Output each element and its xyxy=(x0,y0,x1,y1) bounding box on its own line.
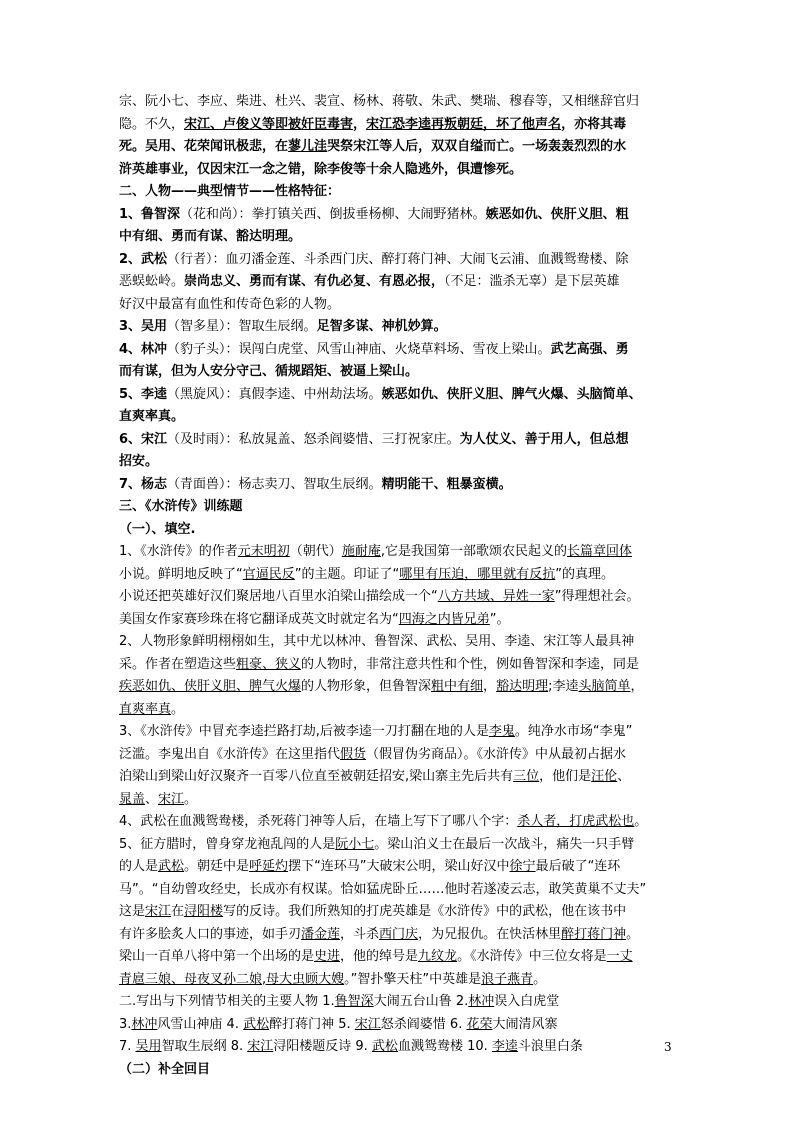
underlined-answer: 阮小七 xyxy=(335,836,375,852)
text-run: 二、人物——典型情节——性格特征： xyxy=(119,184,341,199)
text-line xyxy=(119,811,679,834)
text-run: （假冒伪劣商品）。《水浒传》中从最初占据水 xyxy=(366,746,627,762)
text-line xyxy=(119,699,679,722)
text-run: （豹子头）：误闯白虎堂、风雪山神庙、火烧草料场、雪夜上梁山。 xyxy=(167,341,551,357)
text-run: 的人是 xyxy=(119,859,159,874)
text-run: 写的反诗。我们所熟知的打虎英雄是《水浒传》中的武松，他在该书中 xyxy=(223,904,627,919)
underlined-answer: 林冲 xyxy=(468,994,495,1009)
text-line xyxy=(119,474,679,497)
text-line xyxy=(119,136,679,159)
text-run: （及时雨）：私放晁盖、怒杀阎婆惜、三打祝家庄。 xyxy=(167,431,460,447)
text-run: 三、《水浒传》训练题 xyxy=(119,499,243,514)
text-run: 嫉恶如仇、侠肝义胆、脾气火爆、头脑简单、 xyxy=(381,386,642,402)
text-run: 2、武松 xyxy=(119,251,168,267)
text-run: ，亦将其毒 xyxy=(561,116,627,132)
text-line xyxy=(119,586,679,609)
text-line xyxy=(119,834,679,857)
underlined-answer: 疾恶如仇、侠肝义胆、脾气火爆 xyxy=(119,679,302,694)
text-run: 有许多脍炙人口的事迹，如手刃 xyxy=(119,926,302,942)
underlined-answer: 官逼民反 xyxy=(242,566,295,582)
text-run: 梁山一百单八将中第一个出场的是 xyxy=(119,949,315,964)
text-run: 。 xyxy=(533,971,547,987)
text-run: 。 xyxy=(634,814,648,829)
underlined-answer: 汪伦 xyxy=(591,769,618,784)
text-run: 血溅鸳鸯楼 10. xyxy=(397,1039,492,1054)
text-run: 隐。不久， xyxy=(119,116,185,132)
text-run: 直爽率真。 xyxy=(119,409,185,424)
text-run: 为人仗义、善于用人，但总想 xyxy=(459,431,629,447)
text-run: 。梁山泊义士在最后一次战斗，痛失一只手臂 xyxy=(374,836,635,852)
underlined-answer: 史进 xyxy=(314,949,341,964)
text-line xyxy=(119,676,679,699)
text-run: 美国女作家赛珍珠在将它翻译成英文时就定名为“ xyxy=(119,611,399,627)
text-line xyxy=(119,339,679,362)
underlined-answer: 晁盖 xyxy=(119,791,146,807)
text-run: ;李逵 xyxy=(548,679,579,694)
underlined-answer: 林冲 xyxy=(131,1016,158,1032)
text-run: 泊梁山到梁山好汉聚齐一百零八位直至被朝廷招安,梁山寨主先后共有 xyxy=(119,769,514,784)
text-run: 2、人物形象鲜明栩栩如生，其中尤以林冲、鲁智深、武松、吴用、李逵、宋江等人最具神 xyxy=(119,634,635,649)
text-run: 好汉中最富有血性和传奇色彩的人物。 xyxy=(119,296,341,312)
underlined-answer: 鲁智深 xyxy=(334,994,374,1009)
text-run: 中有细、勇而有谋、豁达明理。 xyxy=(119,229,302,244)
underlined-answer: 宋江 xyxy=(354,1016,381,1032)
text-run: 1、鲁智深 xyxy=(119,206,181,222)
text-line xyxy=(119,991,679,1014)
page-body-text xyxy=(119,91,679,1081)
text-line xyxy=(119,969,679,992)
text-line xyxy=(119,564,679,587)
underlined-answer: 浪子燕青 xyxy=(481,971,534,987)
underlined-answer: 粗中有细 xyxy=(431,679,484,694)
text-line xyxy=(119,204,679,227)
text-line xyxy=(119,226,679,249)
text-run: 泛滥。李鬼出自《水浒传》在这里指代 xyxy=(119,746,341,762)
text-run: 小说。鲜明地反映了“ xyxy=(119,566,243,582)
underlined-answer: 八方共域、异姓一家 xyxy=(437,589,555,604)
text-run: （行者）：血刃潘金莲、斗杀西门庆、醉打蒋门神、大闹飞云浦、血溅鸳鸯楼、除 xyxy=(167,251,629,267)
text-run: 3、《水浒传》中冒充李逵拦路打劫,后被李逵一刀打翻在地的人是 xyxy=(119,724,489,739)
text-run: 。 xyxy=(184,791,198,807)
text-run: 摆下“连环马”大破宋公明，梁山好汉中 xyxy=(288,859,510,874)
text-run: （不足：滥杀无辜）是下层英雄 xyxy=(444,274,620,289)
text-line xyxy=(119,406,679,429)
text-run: 恶蜈蚣岭。 xyxy=(119,274,185,289)
underlined-answer: 徐宁 xyxy=(509,859,536,874)
text-run: 的人物时，非常注意共性和个性，例如鲁智深和李逵，同是 xyxy=(301,656,640,672)
text-run: 、 xyxy=(617,769,631,784)
page-number: 3 xyxy=(664,1040,672,1054)
underlined-answer: 宋江 xyxy=(158,791,185,807)
text-line xyxy=(119,631,679,654)
text-run: 5、征方腊时，曾身穿龙袍乱闯的人是 xyxy=(119,836,336,852)
text-run: 。纯净水市场“李鬼” xyxy=(514,724,633,739)
text-run: 最后破了“连环 xyxy=(535,859,621,874)
underlined-answer: 蓼儿洼 xyxy=(288,139,328,154)
underlined-answer: 浔阳楼 xyxy=(184,904,224,919)
underlined-answer: 西门庆 xyxy=(379,926,419,942)
text-run: 、 xyxy=(145,791,159,807)
text-line xyxy=(119,384,679,407)
text-run: （黑旋风）：真假李逵、中州劫法场。 xyxy=(167,386,382,402)
text-run: 嫉恶如仇、侠肝义胆、粗 xyxy=(485,206,629,222)
text-run: （二）补全回目 xyxy=(119,1061,211,1077)
underlined-answer: 吴用 xyxy=(135,1039,162,1054)
underlined-answer: 九纹龙 xyxy=(418,949,458,964)
text-line xyxy=(119,91,679,114)
text-run: ”。 xyxy=(489,611,510,627)
text-line xyxy=(119,541,679,564)
text-run: 1、《水浒传》的作者 xyxy=(119,544,238,559)
text-line xyxy=(119,901,679,924)
text-line xyxy=(119,1036,679,1059)
text-line xyxy=(119,271,679,294)
text-run: 足智多谋、神机妙算。 xyxy=(316,319,447,334)
underlined-answer: 豁达明理 xyxy=(496,679,549,694)
text-run: 大闹清风寨 xyxy=(492,1016,558,1032)
underlined-answer: 宋江 xyxy=(145,904,172,919)
text-run: 6、宋江 xyxy=(119,431,168,447)
text-run: 浔阳楼题反诗 9. xyxy=(273,1039,372,1054)
text-run: 的人物形象，但鲁智深 xyxy=(301,679,432,694)
text-run: ，他们是 xyxy=(539,769,592,784)
text-run: （青面兽）：杨志卖刀、智取生辰纲。 xyxy=(167,476,382,492)
underlined-answer: 长篇章回体 xyxy=(566,544,632,559)
text-line xyxy=(119,1059,679,1082)
text-run: 招安。 xyxy=(119,454,159,469)
text-line xyxy=(119,159,679,182)
text-run: 风雪山神庙 4. xyxy=(157,1016,244,1032)
text-run: 死 xyxy=(119,139,133,154)
text-line xyxy=(119,519,679,542)
text-run: 。 xyxy=(171,701,185,717)
text-run: 。”智扑擎天柱”中英雄是 xyxy=(344,971,482,987)
underlined-answer: 潘金莲 xyxy=(301,926,341,942)
underlined-answer: 武松 xyxy=(243,1016,270,1032)
underlined-answer: 粗豪、狭义 xyxy=(236,656,302,672)
underlined-answer: 武松 xyxy=(371,1039,398,1054)
underlined-answer: 四海之内皆兄弟 xyxy=(398,611,490,627)
text-line xyxy=(119,114,679,137)
underlined-answer: 青扈三娘、母夜叉孙二娘,母大虫顾大嫂 xyxy=(119,971,345,987)
text-run: 。 xyxy=(626,926,640,942)
text-run: 智取生辰纲 8. xyxy=(161,1039,248,1054)
underlined-answer: 醉打蒋门神 xyxy=(561,926,627,942)
text-line xyxy=(119,1014,679,1037)
text-run: 7、杨志 xyxy=(119,476,168,492)
text-run: 大闹五台山鲁 2. xyxy=(373,994,469,1009)
underlined-answer: 宋江 xyxy=(247,1039,274,1054)
underlined-answer: 呼延灼 xyxy=(249,859,289,874)
text-line xyxy=(119,766,679,789)
underlined-answer: 宋江恐李逵再叛朝廷，坏了他声名 xyxy=(366,116,562,132)
text-line xyxy=(119,361,679,384)
text-line xyxy=(119,946,679,969)
underlined-answer: 花荣 xyxy=(466,1016,493,1032)
text-run: 。 xyxy=(132,139,146,154)
text-line xyxy=(119,879,679,902)
underlined-answer: 三位 xyxy=(513,769,540,784)
text-run: 。朝廷中是 xyxy=(184,859,250,874)
underlined-answer: 头脑简单 xyxy=(578,679,631,694)
text-line xyxy=(119,496,679,519)
text-run: 4、武松在血溅鸳鸯楼，杀死蒋门神等人后，在墙上写下了哪八个字： xyxy=(119,814,518,829)
underlined-answer: 一丈 xyxy=(606,949,633,964)
text-run: 怒杀阎婆惜 6. xyxy=(380,1016,467,1032)
underlined-answer: 哪里有压迫，哪里就有反抗 xyxy=(399,566,556,582)
text-run: 斗浪里白条 xyxy=(517,1039,583,1054)
text-run: 宗、阮小七、李应、柴进、杜兴、裴宣、杨林、蒋敬、朱武、樊瑞、穆春等，又相继辞官归 xyxy=(119,94,640,109)
text-line xyxy=(119,249,679,272)
underlined-answer: 杀人者，打虎武松也 xyxy=(517,814,635,829)
text-run: 哭祭宋江等人后，双双自缢而亡。一场轰轰烈烈的水 xyxy=(327,139,627,154)
text-line xyxy=(119,924,679,947)
text-line xyxy=(119,294,679,317)
text-run: 二.写出与下列情节相关的主要人物 1. xyxy=(119,994,335,1009)
text-run: 浒英雄事业，仅因宋江一念之错，除李俊等十余人隐逃外，俱遭惨死。 xyxy=(119,161,523,177)
text-run: （花和尚）：拳打镇关西、倒拔垂杨柳、大闹野猪林。 xyxy=(180,206,486,222)
text-line xyxy=(119,181,679,204)
text-run: 而有谋，但为人安分守己、循规蹈矩、被逼上梁山。 xyxy=(119,364,419,379)
text-line xyxy=(119,856,679,879)
underlined-answer: 施耐庵 xyxy=(341,544,381,559)
underlined-answer: 武松 xyxy=(158,859,185,874)
text-run: ，斗杀 xyxy=(340,926,380,942)
text-run: 3. xyxy=(119,1016,132,1032)
underlined-answer: 李逵 xyxy=(491,1039,518,1054)
text-line xyxy=(119,609,679,632)
text-run: ”的真理。 xyxy=(555,566,615,582)
underlined-answer: 直爽率真 xyxy=(119,701,172,717)
underlined-answer: 假货 xyxy=(340,746,367,762)
text-run: ， xyxy=(483,679,497,694)
text-run: 马”。“自幼曾攻经史，长成亦有权谋。恰如猛虎卧丘……他时若遂凌云志，敢笑黄巢不丈夫” xyxy=(119,881,647,897)
text-run: 误入白虎堂 xyxy=(494,994,560,1009)
text-line xyxy=(119,721,679,744)
text-line xyxy=(119,429,679,452)
text-line xyxy=(119,789,679,812)
text-line xyxy=(119,744,679,767)
text-run: 崇尚忠义、勇而有谋、有仇必复、有恩必报， xyxy=(184,274,445,289)
text-run: 醉打蒋门神 5. xyxy=(269,1016,355,1032)
text-run: 。《水浒传》中三位女将是 xyxy=(457,949,607,964)
text-line xyxy=(119,316,679,339)
text-line xyxy=(119,451,679,474)
text-run: 精明能干、粗暴蛮横。 xyxy=(381,476,512,492)
underlined-answer: 宋江、卢俊义等即被奸臣毒害 xyxy=(184,116,354,132)
text-run: （朝代） xyxy=(289,544,342,559)
underlined-answer: 李鬼 xyxy=(488,724,515,739)
text-run: ”得理想社会。 xyxy=(554,589,640,604)
text-line xyxy=(119,654,679,677)
text-run: 3、吴用 xyxy=(119,319,168,334)
text-run: ，为兄报仇。在快活林里 xyxy=(418,926,562,942)
text-run: （一）、填空. xyxy=(119,521,196,537)
text-run: ， xyxy=(353,116,367,132)
text-run: 这是 xyxy=(119,904,146,919)
text-run: 吴用、花荣闻讯极悲，在 xyxy=(145,139,289,154)
text-run: 5、李逵 xyxy=(119,386,168,402)
text-run: 小说还把英雄好汉们聚居地八百里水泊梁山描绘成一个“ xyxy=(119,589,438,604)
text-run: 在 xyxy=(171,904,185,919)
text-run: 4、林冲 xyxy=(119,341,168,357)
text-run: 7. xyxy=(119,1039,136,1054)
underlined-answer: 元末明初 xyxy=(237,544,290,559)
text-run: 采。作者在塑造这些 xyxy=(119,656,237,672)
text-run: （智多星）：智取生辰纲。 xyxy=(167,319,317,334)
text-run: ， xyxy=(630,679,644,694)
text-run: ，他的绰号是 xyxy=(340,949,419,964)
text-run: 武艺高强、勇 xyxy=(550,341,629,357)
text-run: ,它是我国第一部歌颂农民起义的 xyxy=(380,544,567,559)
text-run: ”的主题。印证了“ xyxy=(294,566,400,582)
